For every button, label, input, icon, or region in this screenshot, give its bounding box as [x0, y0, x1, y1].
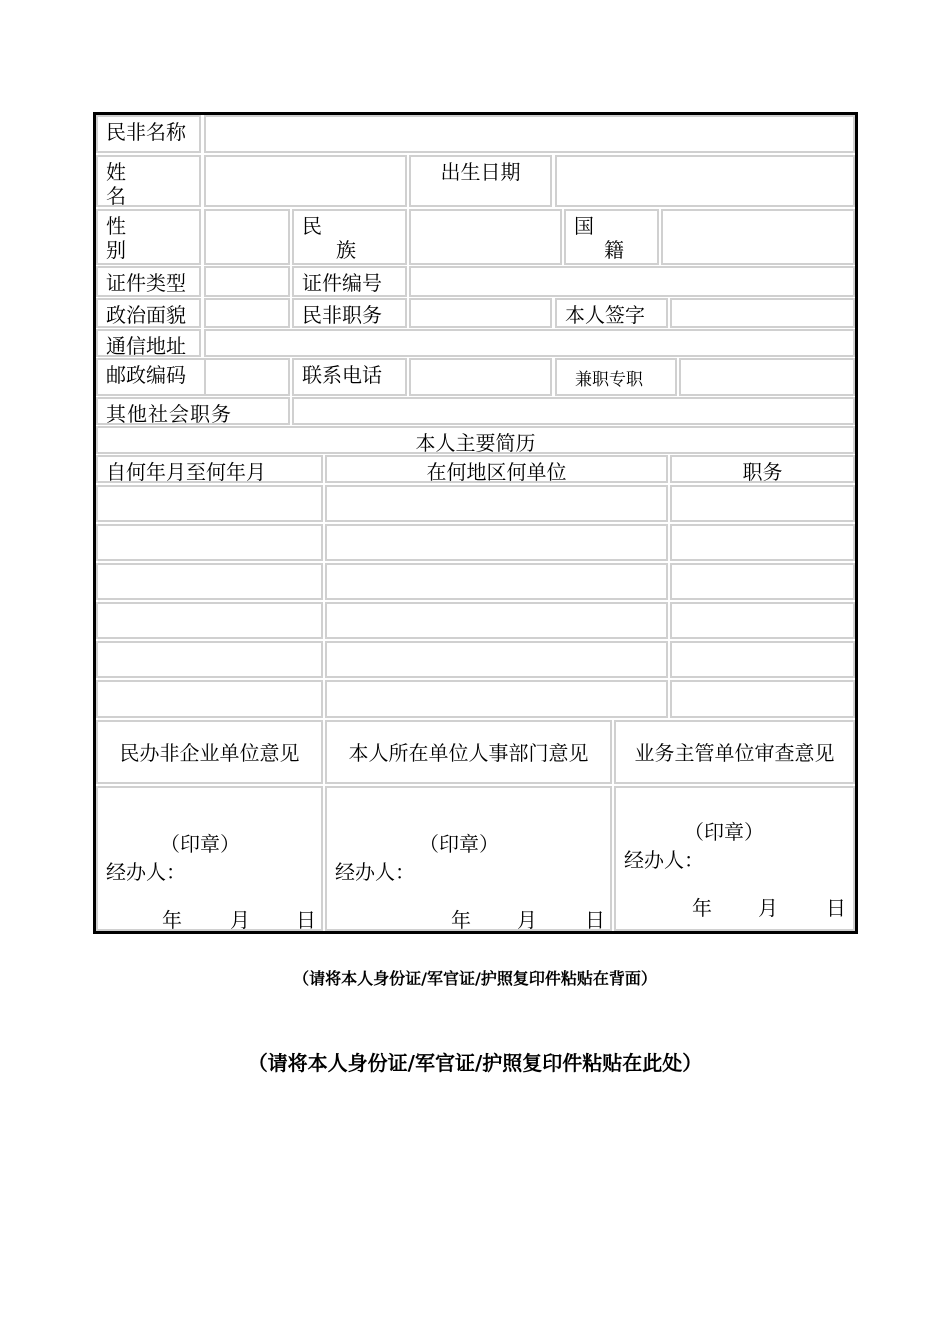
day-label: 日 [826, 896, 846, 920]
org-name-field[interactable] [204, 115, 855, 153]
gender-label [96, 209, 201, 265]
opinion-header-org: 民办非企业单位意见 [96, 720, 323, 784]
handler-label: 经办人： [624, 848, 704, 872]
resume-row-3-employer[interactable] [325, 563, 668, 600]
phone-field[interactable] [409, 358, 552, 396]
opinion-header-hr: 本人所在单位人事部门意见 [325, 720, 612, 784]
name-label-line1: 姓 [106, 160, 126, 184]
ethnic-label [292, 209, 407, 265]
org-name-label: 民非名称 [96, 115, 201, 153]
opinion-header-authority: 业务主管单位审查意见 [614, 720, 855, 784]
day-label: 日 [296, 908, 316, 932]
nationality-field[interactable] [661, 209, 855, 265]
day-label: 日 [585, 908, 605, 932]
id-number-field[interactable] [409, 266, 855, 297]
resume-row-2-employer[interactable] [325, 524, 668, 561]
resume-row-6-employer[interactable] [325, 680, 668, 718]
gender-label-line2: 别 [106, 238, 126, 262]
registration-form [93, 112, 858, 934]
handler-label: 经办人： [335, 860, 415, 884]
id-type-label: 证件类型 [96, 266, 201, 297]
resume-row-4-employer[interactable] [325, 602, 668, 639]
resume-header-position: 职务 [670, 455, 855, 483]
part-full-time-label: 兼职专职 [555, 358, 677, 396]
name-field[interactable] [204, 155, 407, 207]
resume-header-period: 自何年月至何年月 [96, 455, 323, 483]
signature-label: 本人签字 [555, 298, 668, 328]
handler-label: 经办人： [106, 860, 186, 884]
month-label: 月 [517, 908, 537, 932]
political-field[interactable] [204, 298, 290, 328]
birth-date-field[interactable] [555, 155, 855, 207]
postcode-field[interactable] [204, 358, 290, 396]
resume-row-5-position[interactable] [670, 641, 855, 678]
opinion-body-authority[interactable] [614, 786, 855, 931]
year-label: 年 [692, 896, 712, 920]
birth-date-label: 出生日期 [409, 155, 552, 207]
opinion-body-hr[interactable] [325, 786, 612, 931]
resume-row-5-employer[interactable] [325, 641, 668, 678]
nationality-label-line1: 国 [574, 214, 594, 238]
month-label: 月 [758, 896, 778, 920]
resume-row-2-position[interactable] [670, 524, 855, 561]
seal-label: （印章） [684, 820, 764, 844]
resume-row-4-period[interactable] [96, 602, 323, 639]
opinion-body-org[interactable] [96, 786, 323, 931]
ethnic-field[interactable] [409, 209, 562, 265]
signature-field[interactable] [670, 298, 855, 328]
seal-label: （印章） [419, 832, 499, 856]
id-number-label: 证件编号 [292, 266, 407, 297]
resume-row-1-period[interactable] [96, 485, 323, 522]
nationality-label-line2: 籍 [604, 238, 624, 262]
resume-row-4-position[interactable] [670, 602, 855, 639]
address-field[interactable] [204, 329, 855, 357]
nationality-label [564, 209, 659, 265]
org-position-field[interactable] [409, 298, 552, 328]
resume-title: 本人主要简历 [96, 426, 855, 454]
address-label: 通信地址 [96, 329, 201, 357]
resume-header-employer: 在何地区何单位 [325, 455, 668, 483]
resume-row-3-period[interactable] [96, 563, 323, 600]
note-paste-here: （请将本人身份证/军官证/护照复印件粘贴在此处） [247, 1051, 703, 1075]
resume-row-5-period[interactable] [96, 641, 323, 678]
resume-row-1-employer[interactable] [325, 485, 668, 522]
ethnic-label-line2: 族 [336, 238, 356, 262]
ethnic-label-line1: 民 [302, 214, 322, 238]
resume-row-2-period[interactable] [96, 524, 323, 561]
resume-row-6-period[interactable] [96, 680, 323, 718]
name-label [96, 155, 201, 207]
note-paste-back: （请将本人身份证/军官证/护照复印件粘贴在背面） [293, 969, 657, 988]
year-label: 年 [162, 908, 182, 932]
other-positions-label: 其他社会职务 [96, 397, 290, 425]
other-positions-field[interactable] [292, 397, 855, 425]
id-type-field[interactable] [204, 266, 290, 297]
org-position-label: 民非职务 [292, 298, 407, 328]
name-label-line2: 名 [106, 184, 126, 208]
part-full-time-field[interactable] [679, 358, 855, 396]
gender-field[interactable] [204, 209, 290, 265]
postcode-label: 邮政编码 [96, 358, 290, 396]
resume-row-6-position[interactable] [670, 680, 855, 718]
political-label: 政治面貌 [96, 298, 201, 328]
phone-label: 联系电话 [292, 358, 407, 396]
year-label: 年 [451, 908, 471, 932]
resume-row-1-position[interactable] [670, 485, 855, 522]
resume-row-3-position[interactable] [670, 563, 855, 600]
gender-label-line1: 性 [106, 214, 126, 238]
seal-label: （印章） [160, 832, 240, 856]
month-label: 月 [230, 908, 250, 932]
